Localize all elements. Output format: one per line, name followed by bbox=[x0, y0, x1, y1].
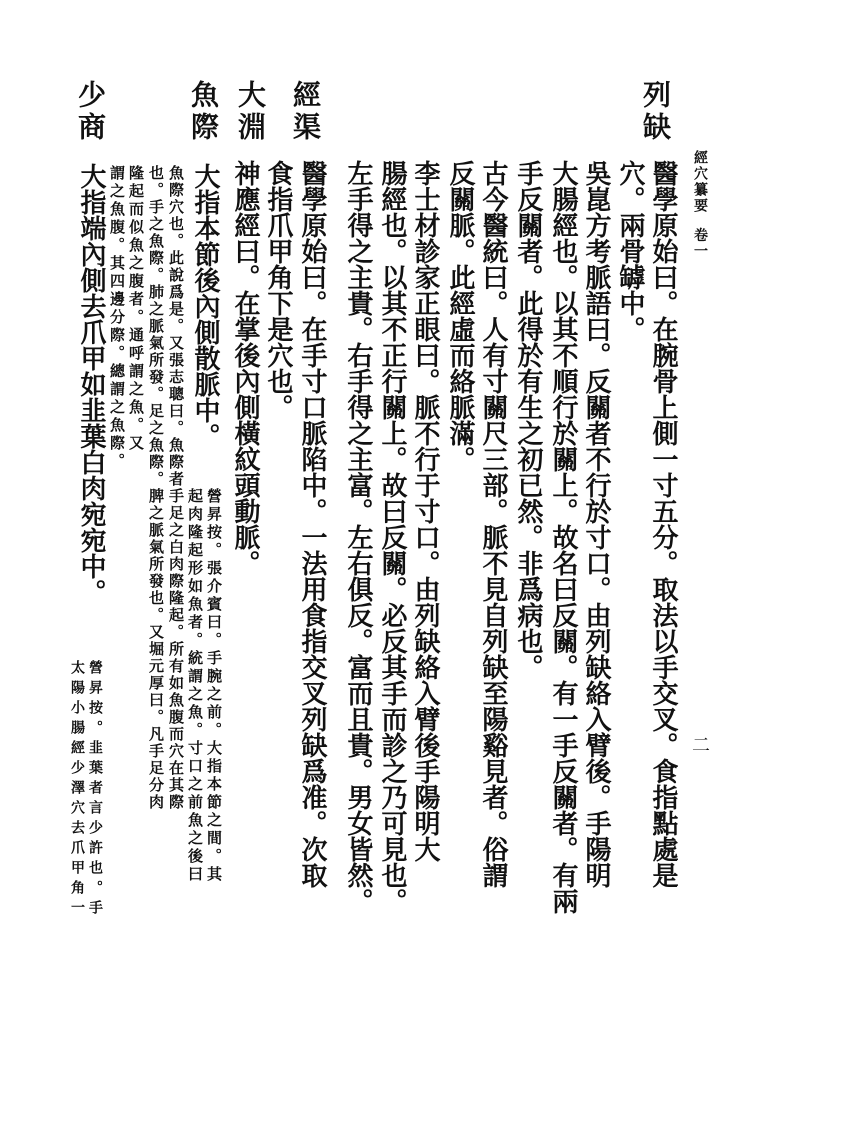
text-line: 手反關者。此得於有生之初已然。非爲病也。 bbox=[513, 160, 543, 680]
text-line: 穴。兩骨罅中。 bbox=[615, 160, 645, 342]
text-line: 醫學原始曰。在手寸口脈陷中。一法用食指交叉列缺爲准。次取 bbox=[297, 160, 327, 888]
text-line: 古今醫統曰。人有寸關尺三部。脈不見自列缺至陽谿見者。俗謂 bbox=[478, 160, 508, 888]
text-line: 吳崑方考脈語曰。反關者不行於寸口。由列缺絡入臂後。手陽明 bbox=[581, 160, 611, 888]
section-heading: 魚際 bbox=[187, 80, 220, 144]
section-heading: 少商 bbox=[74, 80, 107, 144]
annotation-line: 太陽小腸經少澤穴去爪甲角一 bbox=[69, 660, 85, 920]
running-header bbox=[693, 150, 707, 260]
text-line: 食指爪甲角下是穴也。 bbox=[263, 160, 293, 420]
section-heading: 經渠 bbox=[289, 80, 322, 144]
annotation-line: 營昇按。韭葉者言少許也。手 bbox=[87, 660, 103, 920]
text-line: 左手得之主貴。右手得之主富。左右俱反。富而且貴。男女皆然。 bbox=[343, 160, 373, 914]
text-line: 醫學原始曰。在腕骨上側一寸五分。取法以手交叉。食指點處是 bbox=[648, 160, 678, 888]
text-line: 李士材診家正眼曰。脈不行于寸口。由列缺絡入臂後手陽明大 bbox=[410, 160, 440, 862]
book-title: 經穴纂要 bbox=[692, 150, 708, 214]
annotation-line: 也。手之魚際。肺之脈氣所發。足之魚際。脾之脈氣所發也。又堀元厚曰。凡手足分肉 bbox=[147, 165, 165, 811]
text-line: 大腸經也。以其不順行於關上。故名曰反關。有一手反關者。有兩 bbox=[548, 160, 578, 914]
text-line: 腸經也。以其不正行關上。故曰反關。必反其手而診之乃可見也。 bbox=[377, 160, 407, 914]
volume-label: 卷一 bbox=[692, 227, 708, 260]
text-line: 大指端內側去爪甲如韭葉白肉宛宛中。 bbox=[76, 163, 106, 605]
section-heading: 大淵 bbox=[234, 80, 267, 144]
annotation-line: 起肉隆起形如魚者。統謂之魚。寸口之前魚之後曰 bbox=[186, 488, 204, 884]
text-line: 神應經曰。在掌後內側橫紋頭動脈。 bbox=[230, 160, 260, 576]
text-line: 反關脈。此經虛而絡脈滿。 bbox=[445, 160, 475, 472]
text-line: 大指本節後內側散脈中。 bbox=[190, 163, 220, 449]
annotation-line: 隆起而似魚之腹者。通呼謂之魚。又 bbox=[127, 165, 145, 453]
annotation-line: 營昇按。張介賓曰。手腕之前。大指本節之間。其 bbox=[205, 488, 223, 884]
annotation-line: 魚際穴也。此說爲是。又張志聰曰。魚際者手足之白肉際隆起。所有如魚腹而穴在其際 bbox=[167, 165, 185, 811]
page-number: 二 bbox=[689, 735, 710, 753]
section-heading: 列缺 bbox=[639, 80, 672, 144]
annotation-line: 謂之魚腹。其四邊分際。總謂之魚際。 bbox=[108, 165, 126, 471]
